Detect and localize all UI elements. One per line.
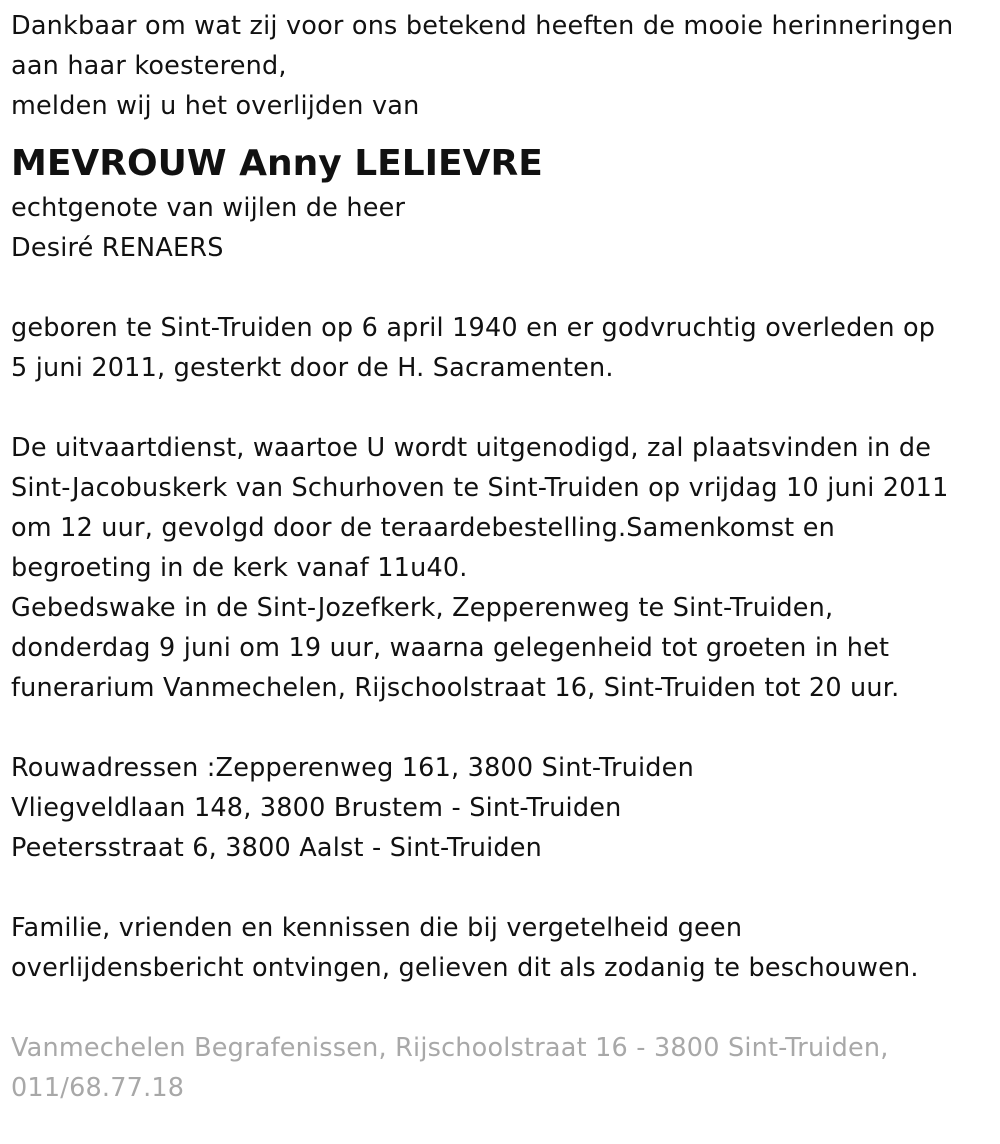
funeral-line: Sint-Jacobuskerk van Schurhoven te Sint-Truiden op vrijdag 10 juni 2011 xyxy=(11,473,949,503)
spacer xyxy=(11,388,988,428)
birth-death-line: geboren te Sint-Truiden op 6 april 1940 en er godvruchtig overleden op xyxy=(11,313,936,343)
closing-line: overlijdensbericht ontvingen, gelieven dit als zodanig te beschouwen. xyxy=(11,953,919,983)
footer-phone: 011/68.77.18 xyxy=(11,1073,185,1103)
intro-paragraph xyxy=(11,6,988,126)
intro-line: Dankbaar om wat zij voor ons betekend heeften de mooie herinneringen xyxy=(11,11,954,41)
birth-death-line: 5 juni 2011, gesterkt door de H. Sacramenten. xyxy=(11,353,614,383)
spacer xyxy=(11,708,988,748)
address-line: Vliegveldlaan 148, 3800 Brustem - Sint-Truiden xyxy=(11,793,622,823)
funeral-home-footer xyxy=(11,1028,988,1108)
spacer xyxy=(11,268,988,308)
deceased-name: MEVROUW Anny LELIEVRE xyxy=(11,143,543,184)
funeral-line: donderdag 9 juni om 19 uur, waarna gelegenheid tot groeten in het xyxy=(11,633,890,663)
spacer xyxy=(11,868,988,908)
address-line: Rouwadressen :Zepperenweg 161, 3800 Sint-Truiden xyxy=(11,753,694,783)
deceased-block xyxy=(11,140,988,268)
spouse-line: echtgenote van wijlen de heer xyxy=(11,193,406,223)
funeral-line: begroeting in de kerk vanaf 11u40. xyxy=(11,553,468,583)
intro-line: aan haar koesterend, xyxy=(11,51,287,81)
intro-line: melden wij u het overlijden van xyxy=(11,91,420,121)
addresses-paragraph xyxy=(11,748,988,868)
spouse-name: Desiré RENAERS xyxy=(11,233,224,263)
closing-paragraph xyxy=(11,908,988,988)
funeral-line: Gebedswake in de Sint-Jozefkerk, Zepperenweg te Sint-Truiden, xyxy=(11,593,834,623)
funeral-line: funerarium Vanmechelen, Rijschoolstraat 16, Sint-Truiden tot 20 uur. xyxy=(11,673,900,703)
footer-line: Vanmechelen Begrafenissen, Rijschoolstraat 16 - 3800 Sint-Truiden, xyxy=(11,1033,889,1063)
birth-death-paragraph xyxy=(11,308,988,388)
closing-line: Familie, vrienden en kennissen die bij vergetelheid geen xyxy=(11,913,743,943)
address-line: Peetersstraat 6, 3800 Aalst - Sint-Truiden xyxy=(11,833,543,863)
spacer xyxy=(11,988,988,1028)
funeral-line: om 12 uur, gevolgd door de teraardebestelling.Samenkomst en xyxy=(11,513,835,543)
funeral-line: De uitvaartdienst, waartoe U wordt uitgenodigd, zal plaatsvinden in de xyxy=(11,433,932,463)
funeral-paragraph xyxy=(11,428,988,708)
